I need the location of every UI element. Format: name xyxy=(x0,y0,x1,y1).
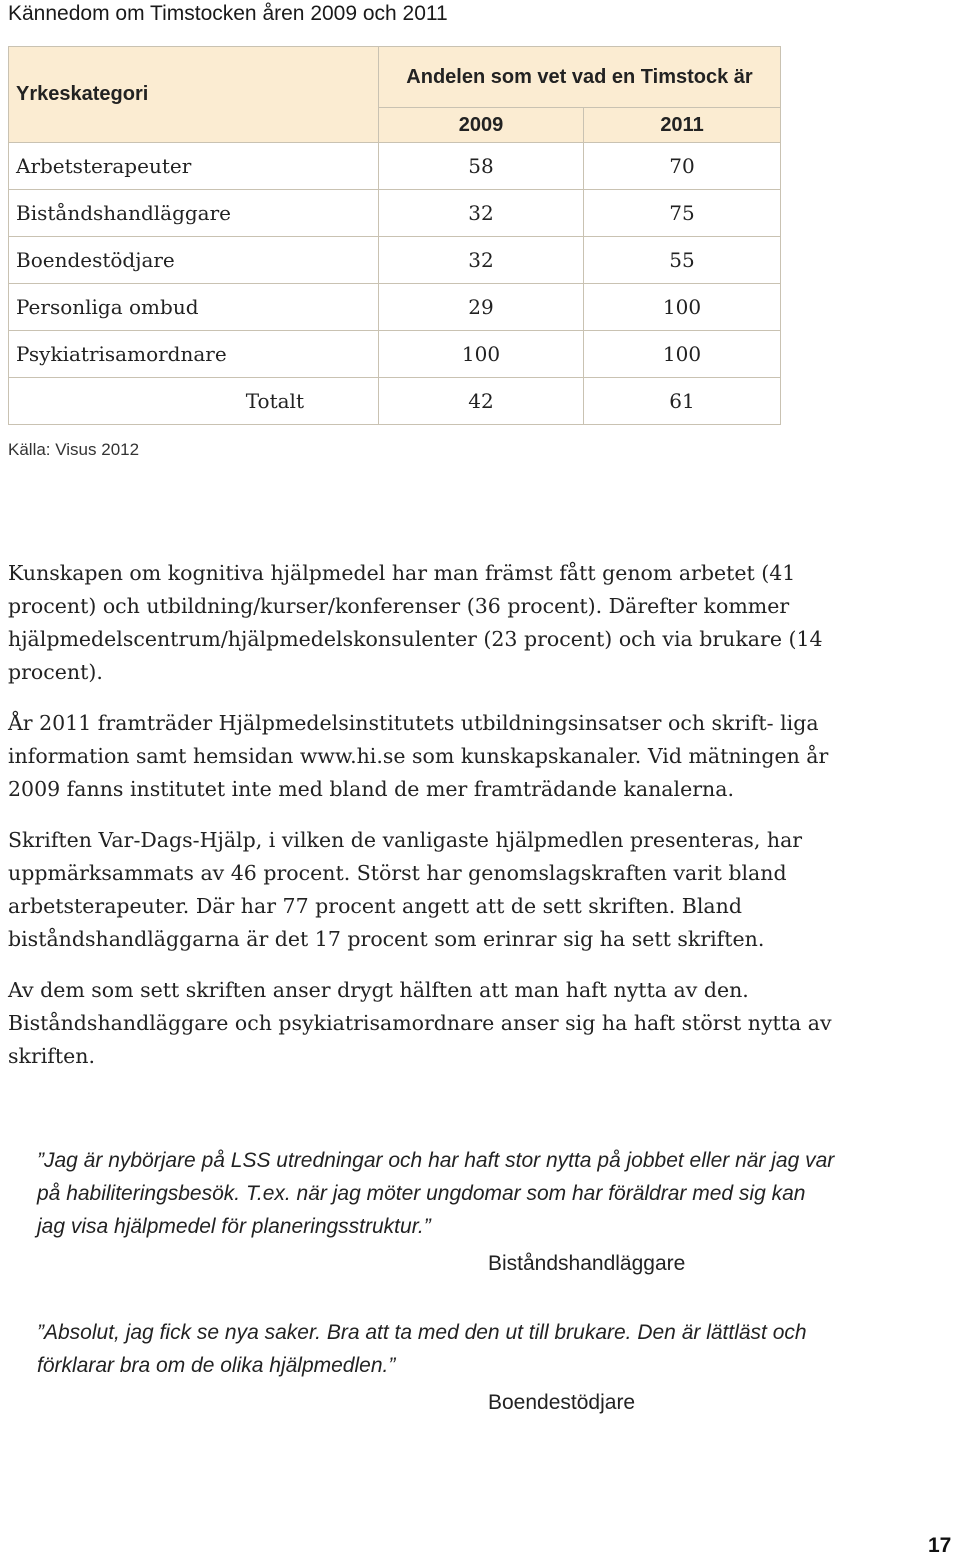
value-2009: 32 xyxy=(379,237,584,284)
table-row xyxy=(9,284,781,331)
value-2011: 70 xyxy=(584,143,781,190)
table-source: Källa: Visus 2012 xyxy=(8,440,140,459)
row-label: Personliga ombud xyxy=(9,284,379,331)
page-title: Kännedom om Timstocken åren 2009 och 2011 xyxy=(8,2,448,25)
awareness-table xyxy=(8,46,781,425)
column-header-category: Yrkeskategori xyxy=(9,47,379,143)
paragraph: Kunskapen om kognitiva hjälpmedel har man främst fått genom arbetet (41 procent) och utbildning/kurser/konferenser (36 procent). Därefter kommer hjälpmedelscentrum/hjälpmedelskonsulenter (23 procent) och via brukare (14 procent). xyxy=(8,561,823,684)
value-2009: 100 xyxy=(379,331,584,378)
column-header-2009: 2009 xyxy=(379,108,584,143)
table-row xyxy=(9,237,781,284)
total-label: Totalt xyxy=(9,378,379,425)
row-label: Arbetsterapeuter xyxy=(9,143,379,190)
page-number: 17 xyxy=(928,1534,952,1557)
total-2009: 42 xyxy=(379,378,584,425)
quote-attribution: Biståndshandläggare xyxy=(488,1252,686,1275)
table-header-row xyxy=(9,47,781,108)
column-header-2011: 2011 xyxy=(584,108,781,143)
column-group-header: Andelen som vet vad en Timstock är xyxy=(379,47,781,108)
table-row xyxy=(9,331,781,378)
table-row xyxy=(9,143,781,190)
value-2011: 100 xyxy=(584,284,781,331)
quote-text: ”Absolut, jag fick se nya saker. Bra att ta med den ut till brukare. Den är lättläst och förklarar bra om de olika hjälpmedlen.” xyxy=(37,1321,807,1377)
paragraph: År 2011 framträder Hjälpmedelsinstitutets utbildningsinsatser och skrift- liga information samt hemsidan www.hi.se som kunskapskanaler. Vid mätningen år 2009 fanns institutet inte med bland de mer framträdande kanalerna. xyxy=(8,711,829,801)
value-2009: 29 xyxy=(379,284,584,331)
paragraph: Av dem som sett skriften anser drygt hälften att man haft nytta av den. Biståndshandläggare och psykiatrisamordnare anser sig ha haft störst nytta av skriften. xyxy=(8,978,832,1068)
paragraph: Skriften Var-Dags-Hjälp, i vilken de vanligaste hjälpmedlen presenteras, har uppmärksammats av 46 procent. Störst har genomslagskraften varit bland arbetsterapeuter. Där har 77 procent angett att de sett skriften. Bland biståndshandläggarna är det 17 procent som erinrar sig ha sett skriften. xyxy=(8,828,803,951)
table-total-row xyxy=(9,378,781,425)
table-row xyxy=(9,190,781,237)
row-label: Biståndshandläggare xyxy=(9,190,379,237)
row-label: Boendestödjare xyxy=(9,237,379,284)
value-2009: 58 xyxy=(379,143,584,190)
quote-text: ”Jag är nybörjare på LSS utredningar och har haft stor nytta på jobbet eller när jag var på habiliteringsbesök. T.ex. när jag möter ungdomar som har föräldrar med sig kan jag visa hjälpmedel för planeringsstruktur.” xyxy=(37,1149,835,1238)
body-text xyxy=(8,557,838,1091)
row-label: Psykiatrisamordnare xyxy=(9,331,379,378)
value-2011: 55 xyxy=(584,237,781,284)
value-2009: 32 xyxy=(379,190,584,237)
value-2011: 75 xyxy=(584,190,781,237)
value-2011: 100 xyxy=(584,331,781,378)
quote-attribution: Boendestödjare xyxy=(488,1391,636,1414)
total-2011: 61 xyxy=(584,378,781,425)
